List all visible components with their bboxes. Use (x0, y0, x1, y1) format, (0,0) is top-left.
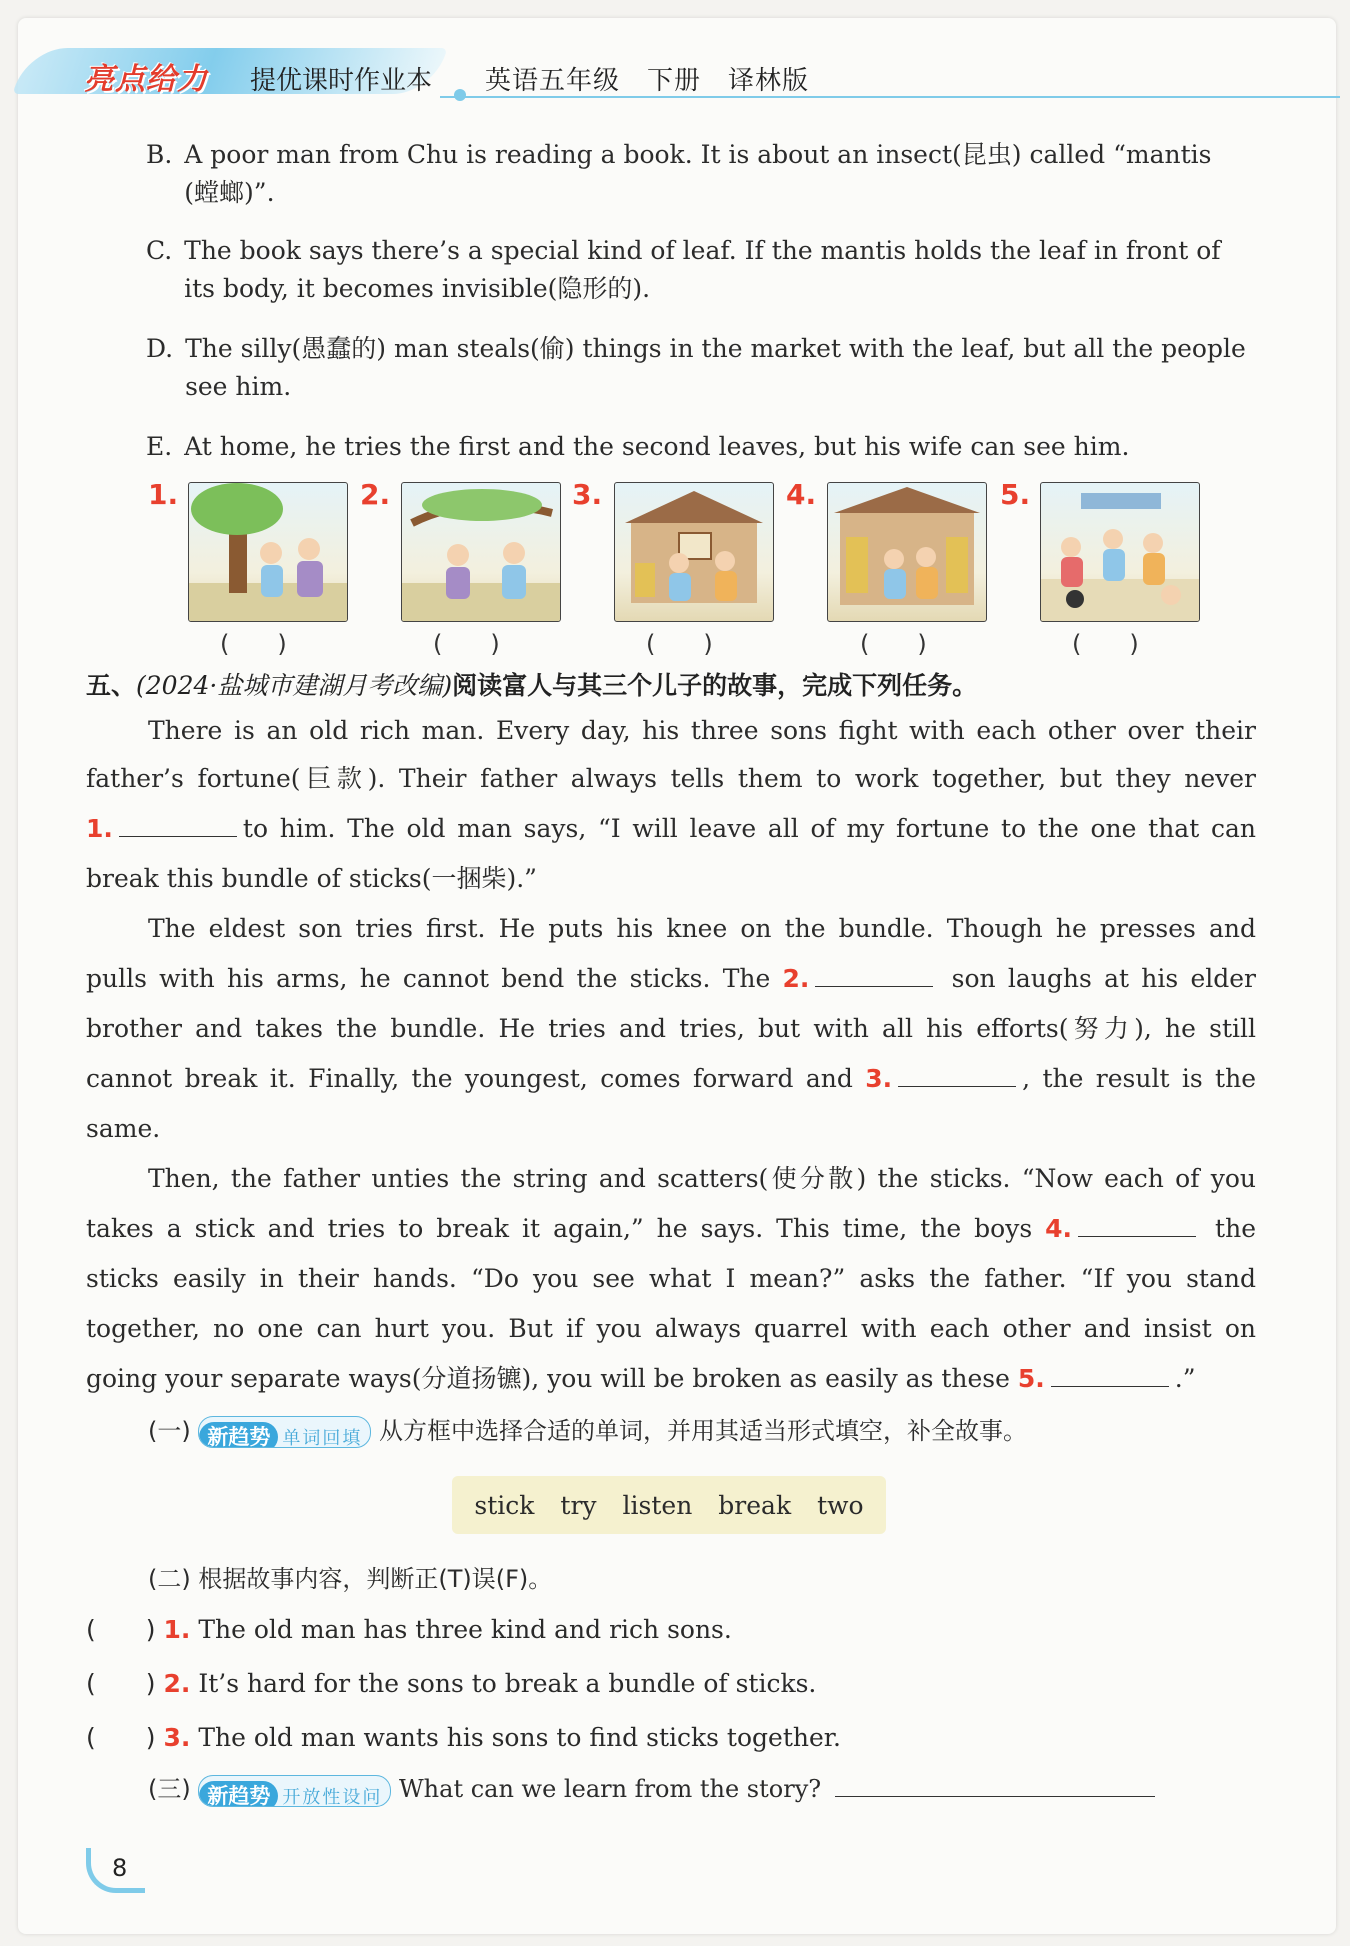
tf-item (86, 1664, 816, 1700)
task-number: (一) (148, 1417, 191, 1445)
book-info: 英语五年级 下册 译林版 (485, 66, 810, 96)
tf-number: 3. (163, 1723, 191, 1752)
option-e (146, 428, 1256, 466)
header-dot (454, 89, 466, 101)
page-header (0, 0, 1350, 120)
word-option: break (718, 1490, 792, 1520)
story-line: father’s fortune(巨款). Their father always tells them to work together, but they never (86, 764, 1256, 793)
story-line: Then, the father unties the string and scatters(使分散) the sticks. “Now each of you (148, 1164, 1256, 1193)
story-text: , the result is the (1022, 1064, 1256, 1093)
story-picture-4 (827, 482, 987, 622)
page-number: 8 (112, 1854, 128, 1882)
story-line: brother and takes the bundle. He tries and tries, but with all his efforts(努力), he still (86, 1014, 1256, 1043)
option-letter: D. (146, 334, 174, 363)
picture-number: 4. (786, 478, 817, 511)
story-picture-1 (188, 482, 348, 622)
brand-logo: 亮点给力 (84, 62, 208, 97)
option-text: The silly(愚蠢的) man steals(偷) things in the market with the leaf, but all the people see him. (185, 334, 1246, 401)
word-option: stick (474, 1490, 535, 1520)
new-trend-tag (198, 1416, 371, 1448)
answer-blank-2[interactable] (815, 962, 933, 987)
story-text: to him. The old man says, “I will leave all of my fortune to the one that can (242, 814, 1256, 843)
answer-blank-4[interactable] (1078, 1212, 1196, 1237)
story-text: pulls with his arms, he cannot bend the sticks. The (86, 964, 771, 993)
task-question: What can we learn from the story? (399, 1775, 822, 1803)
story-picture-3 (614, 482, 774, 622)
option-letter: E. (146, 432, 173, 461)
word-option: two (817, 1490, 864, 1520)
tf-statement: It’s hard for the sons to break a bundle of sticks. (198, 1669, 817, 1698)
tag-type: 开放性设问 (282, 1786, 383, 1807)
task-text: 从方框中选择合适的单词，并用其适当形式填空，补全故事。 (379, 1417, 1028, 1445)
blank-number: 4. (1045, 1214, 1073, 1243)
new-trend-tag (198, 1775, 391, 1807)
picture-number: 2. (360, 478, 391, 511)
story-line: break this bundle of sticks(一捆柴).” (86, 864, 537, 893)
answer-paren[interactable]: ( ) (220, 630, 287, 658)
story-line-blank-1 (86, 810, 1256, 848)
section-heading (86, 666, 977, 702)
option-text: A poor man from Chu is reading a book. It is about an insect(昆虫) called “mantis (螳螂)”. (184, 140, 1212, 207)
blank-number: 1. (86, 814, 113, 843)
option-text: The book says there’s a special kind of leaf. If the mantis holds the leaf in front of its body, it becomes invisible(隐形的). (184, 236, 1221, 303)
answer-blank-5[interactable] (1051, 1362, 1169, 1387)
story-text: going your separate ways(分道扬镳), you will be broken as easily as these (86, 1364, 1010, 1393)
story-text: the (1215, 1214, 1256, 1243)
picture-number: 3. (572, 478, 603, 511)
story-line-blank-3 (86, 1060, 1256, 1098)
answer-paren[interactable]: ( ) (433, 630, 500, 658)
option-c (146, 232, 1256, 308)
picture-number: 1. (148, 478, 179, 511)
open-answer-blank[interactable] (835, 1772, 1155, 1797)
tf-item (86, 1610, 732, 1646)
task-number: (三) (148, 1775, 191, 1803)
story-picture-5 (1040, 482, 1200, 622)
option-d (146, 330, 1256, 406)
section-instruction: 阅读富人与其三个儿子的故事，完成下列任务。 (452, 671, 978, 700)
series-title: 提优课时作业本 (250, 66, 433, 96)
tf-statement: The old man has three kind and rich sons. (198, 1615, 732, 1644)
story-line-blank-2 (86, 960, 1256, 998)
story-line: There is an old rich man. Every day, his three sons fight with each other over their (148, 716, 1256, 745)
story-text: .” (1174, 1364, 1196, 1393)
answer-blank-3[interactable] (898, 1062, 1016, 1087)
section-source: (2024·盐城市建湖月考改编) (136, 671, 453, 700)
option-text: At home, he tries the first and the second leaves, but his wife can see him. (184, 432, 1130, 461)
word-box (452, 1476, 886, 1534)
answer-blank-1[interactable] (119, 812, 237, 837)
header-rule (440, 96, 1340, 98)
story-line: same. (86, 1114, 161, 1143)
option-letter: C. (146, 236, 173, 265)
tf-answer-paren[interactable]: ( ) (86, 1669, 156, 1698)
story-picture-2 (401, 482, 561, 622)
picture-number: 5. (1000, 478, 1031, 511)
tag-label: 新趋势 (199, 1422, 278, 1448)
answer-paren[interactable]: ( ) (1072, 630, 1139, 658)
blank-number: 2. (782, 964, 810, 993)
story-line: together, no one can hurt you. But if you always quarrel with each other and insist on (86, 1314, 1256, 1343)
story-text: son laughs at his elder (951, 964, 1256, 993)
story-line-blank-5 (86, 1360, 1256, 1398)
blank-number: 3. (865, 1064, 893, 1093)
task-1-instruction (148, 1412, 1258, 1450)
tf-statement: The old man wants his sons to find sticks together. (198, 1723, 841, 1752)
story-line-blank-4 (86, 1210, 1256, 1248)
option-b (146, 136, 1256, 212)
tf-answer-paren[interactable]: ( ) (86, 1615, 156, 1644)
task-3 (148, 1770, 1258, 1808)
story-line: sticks easily in their hands. “Do you see what I mean?” asks the father. “If you stand (86, 1264, 1256, 1293)
story-text: takes a stick and tries to break it again,” he says. This time, the boys (86, 1214, 1033, 1243)
blank-number: 5. (1017, 1364, 1045, 1393)
word-option: try (560, 1490, 597, 1520)
option-letter: B. (146, 140, 173, 169)
answer-paren[interactable]: ( ) (860, 630, 927, 658)
tf-item (86, 1718, 841, 1754)
tf-number: 1. (163, 1615, 191, 1644)
task-2-title: (二) 根据故事内容，判断正(T)误(F)。 (148, 1565, 553, 1593)
story-text: cannot break it. Finally, the youngest, comes forward and (86, 1064, 853, 1093)
story-line: The eldest son tries first. He puts his knee on the bundle. Though he presses and (148, 914, 1256, 943)
word-option: listen (622, 1490, 693, 1520)
tag-type: 单词回填 (282, 1428, 363, 1448)
tag-label: 新趋势 (199, 1781, 278, 1807)
answer-paren[interactable]: ( ) (646, 630, 713, 658)
tf-number: 2. (163, 1669, 191, 1698)
section-label: 五、 (86, 671, 137, 700)
tf-answer-paren[interactable]: ( ) (86, 1723, 156, 1752)
